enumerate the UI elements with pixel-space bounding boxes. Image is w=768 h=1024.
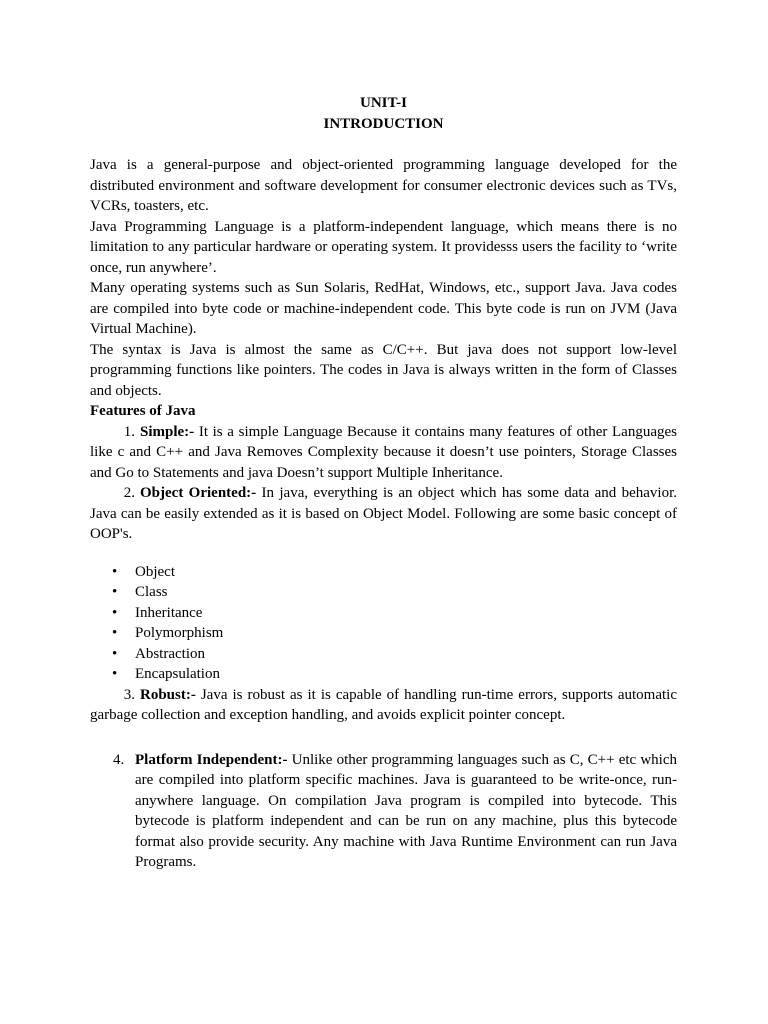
feature-label: Object Oriented:- <box>140 485 257 501</box>
feature-number: 1. <box>123 423 135 440</box>
document-body <box>90 93 677 873</box>
features-heading: Features of Java <box>90 403 196 419</box>
bullet-icon: • <box>112 645 118 662</box>
feature-label: Platform Independent:- <box>135 751 288 768</box>
bullet-icon: • <box>112 563 118 580</box>
bullet-icon: • <box>112 625 118 641</box>
list-item: • Object <box>90 562 677 583</box>
bullet-icon: • <box>112 584 118 600</box>
bullet-icon: • <box>112 604 118 621</box>
list-item: • Abstraction <box>90 644 677 665</box>
feature-text: Java is robust as it is capable of handling run-time errors, supports automatic garbage collection and exception handling, and avoids explicit pointer concept. <box>90 686 677 723</box>
feature-number: 3. <box>123 686 135 703</box>
unit-heading: UNIT-I <box>360 95 407 111</box>
list-item: • Encapsulation <box>90 664 677 685</box>
feature-label: Simple:- <box>140 423 195 440</box>
feature-item-object-oriented <box>90 483 677 545</box>
list-item: • Polymorphism <box>90 623 677 644</box>
intro-paragraph: Java Programming Language is a platform-independent language, which means there is no limitation to any particular hardware or operating system. It providesss users the facility to ‘write once, run anywhere’. <box>90 218 677 276</box>
bullet-icon: • <box>112 666 118 682</box>
feature-number: 2. <box>123 485 135 501</box>
intro-paragraph: The syntax is Java is almost the same as C/C++. But java does not support low-level programming functions like pointers. The codes in Java is always written in the form of Classes and objects. <box>90 341 677 399</box>
feature-text: In java, everything is an object which has some data and behavior. Java can be easily extended as it is based on Object Model. Following are some basic concept of OOP's. <box>90 485 677 542</box>
feature-text: It is a simple Language Because it contains many features of other Languages like c and C++ and Java Removes Complexity because it doesn’t use pointers, Storage Classes and Go to Statements and java Doesn’t support Multiple Inheritance. <box>90 423 677 481</box>
feature-item-platform-independent <box>90 750 677 873</box>
page-title: INTRODUCTION <box>323 115 444 132</box>
list-item: • Inheritance <box>90 603 677 624</box>
list-item: • Class <box>90 582 677 603</box>
intro-paragraph: Many operating systems such as Sun Solaris, RedHat, Windows, etc., support Java. Java codes are compiled into byte code or machine-independent code. This byte code is run on JVM (Java Virtual Machine). <box>90 280 677 337</box>
intro-paragraph: Java is a general-purpose and object-oriented programming language developed for the distributed environment and software development for consumer electronic devices such as TVs, VCRs, toasters, etc. <box>90 157 677 214</box>
feature-label: Robust:- <box>140 686 196 703</box>
feature-number: 4. <box>113 751 125 768</box>
feature-item-simple <box>90 422 677 484</box>
feature-text: Unlike other programming languages such as C, C++ etc which are compiled into platform specific machines. Java is guaranteed to be write-once, run-anywhere language. On compilation Java program is compiled into bytecode. This bytecode is platform independent and can be run on any machine, plus this bytecode format also provide security. Any machine with Java Runtime Environment can run Java Programs. <box>135 751 677 870</box>
oop-concepts-list <box>90 562 677 685</box>
feature-item-robust <box>90 685 677 726</box>
